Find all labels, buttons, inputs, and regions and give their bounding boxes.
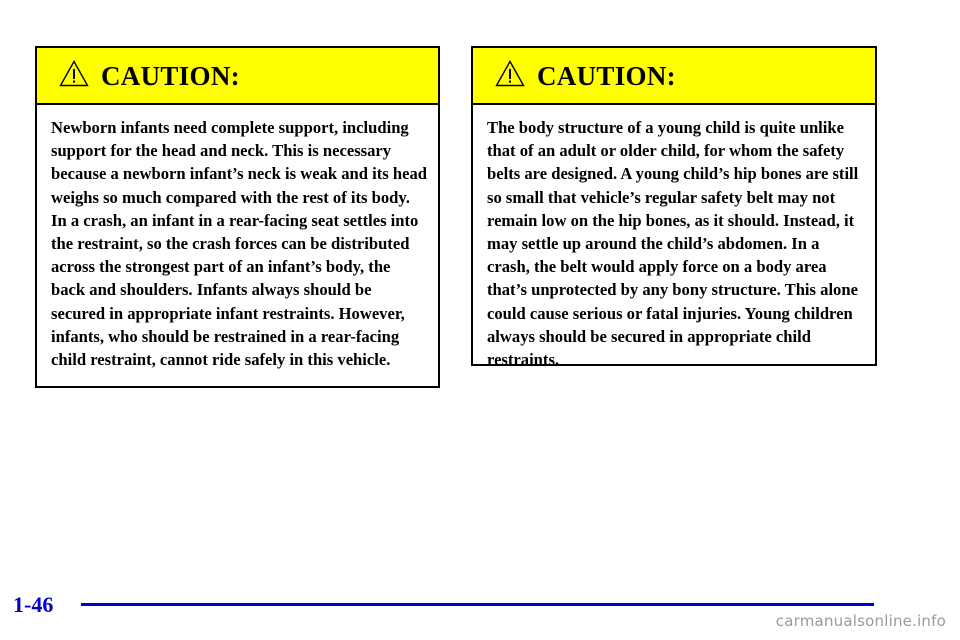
caution-header xyxy=(37,48,438,105)
warning-triangle-icon xyxy=(495,60,525,87)
caution-title: CAUTION: xyxy=(101,61,240,91)
page-number: 1-46 xyxy=(13,592,54,617)
caution-text: The body structure of a young child is quite unlike that of an adult or older child, for whom the safety belts are designed. A young child’s hip bones are still so small that vehicle’s regular safety belt may not remain low on the hip bones, as it should. Instead, it may settle up around the child’s abdomen. In a crash, the belt would apply force on a body area that’s unprotected by any bony structure. This alone could cause serious or fatal injuries. Young children always should be secured in appropriate child restraints. xyxy=(487,118,859,370)
caution-box-young-child xyxy=(471,46,877,370)
footer-rule xyxy=(81,603,874,606)
caution-header xyxy=(473,48,875,105)
watermark: carmanualsonline.info xyxy=(775,612,946,630)
caution-text: Newborn infants need complete support, including support for the head and neck. This is necessary because a newborn infant’s neck is weak and its head weighs so much compared with the rest of its body. In a crash, an infant in a rear-facing seat settles into the restraint, so the crash forces can be distributed across the strongest part of an infant’s body, the back and shoulders. Infants always should be secured in appropriate infant restraints. However, infants, who should be restrained in a rear-facing child restraint, cannot ride safely in this vehicle. xyxy=(51,118,428,370)
warning-triangle-icon xyxy=(59,60,89,87)
caution-box-infants xyxy=(35,46,440,388)
caution-title: CAUTION: xyxy=(537,61,676,91)
